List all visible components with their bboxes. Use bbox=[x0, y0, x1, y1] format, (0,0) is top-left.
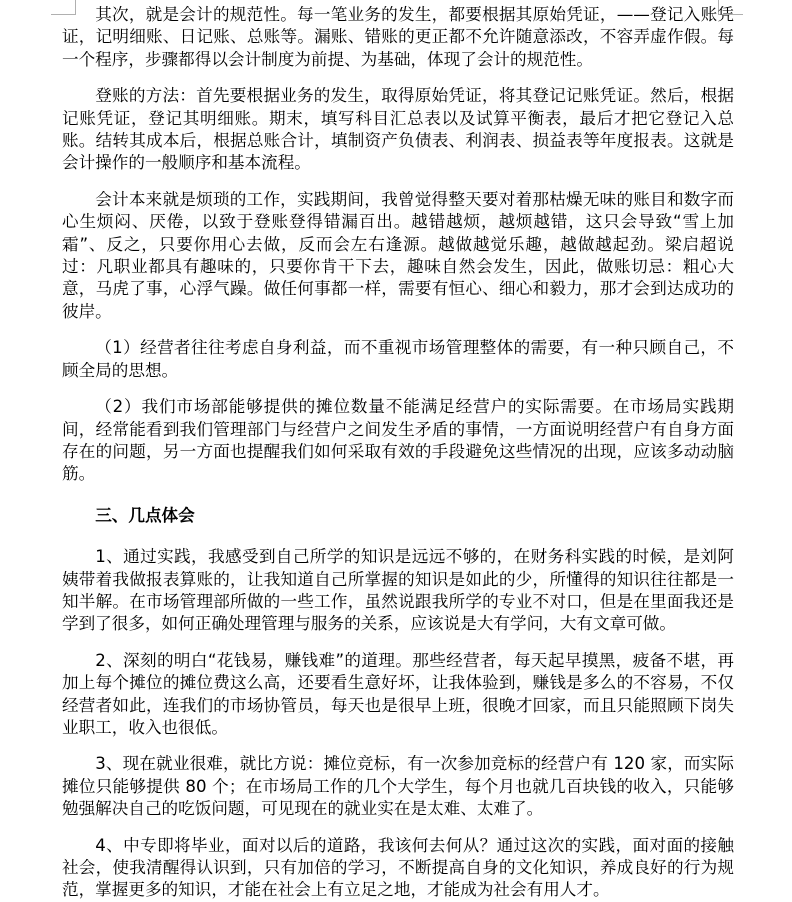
heading-three-experiences: 三、几点体会 bbox=[95, 505, 195, 525]
paragraph-experience-4: 4、中专即将毕业，面对以后的道路，我该何去何从？通过这次的实践，面对面的接触社会，使我清醒得认识到，只有加倍的学习，不断提高自身的文化知识，养成良好的行为规范，掌握更多的知识，才能在社会上有立足之地，才能成为社会有用人才。 bbox=[62, 835, 734, 900]
paragraph-accounting-standardization: 其次，就是会计的规范性。每一笔业务的发生，都要根据其原始凭证，——登记入账凭证，记明细账、日记账、总账等。漏账、错账的更正都不允许随意添改，不容弄虚作假。每一个程序，步骤都得以会计制度为前提、为基础，体现了会计的规范性。 bbox=[62, 5, 734, 69]
paragraph-experience-1: 1、通过实践，我感受到自己所学的知识是远远不够的，在财务科实践的时候，是刘阿姨带着我做报表算账的，让我知道自己所掌握的知识是如此的少，所懂得的知识往往都是一知半解。在市场管理部所做的一些工作，虽然说跟我所学的专业不对口，但是在里面我还是学到了很多，如何正确处理管理与服务的关系，应该说是大有学问，大有文章可做。 bbox=[62, 547, 734, 634]
document-text-body bbox=[62, 4, 734, 902]
paragraph-experience-2: 2、深刻的明白“花钱易，赚钱难”的道理。那些经营者，每天起早摸黑，疲备不堪，再加上每个摊位的摊位费这么高，还要看生意好坏，让我体验到，赚钱是多么的不容易，不仅经营者如此，连我们的市场协管员，每天也是很早上班，很晚才回家，而且只能照顾下岗失业职工，收入也很低。 bbox=[62, 650, 734, 737]
paragraph-experience-3: 3、现在就业很难，就比方说：摊位竞标，有一次参加竞标的经营户有 120 家，而实际摊位只能够提供 80 个；在市场局工作的几个大学生，每个月也就几百块钱的收入，只能够勉强解决自己的吃饭问题，可见现在的就业实在是太难、太难了。 bbox=[62, 754, 734, 819]
paragraph-accounting-tedious-work: 会计本来就是烦琐的工作，实践期间，我曾觉得整天要对着那枯燥无味的账目和数字而心生烦闷、厌倦，以致于登账登得错漏百出。越错越烦，越烦越错，这只会导致“雪上加霜”、反之，只要你用心去做，反而会左右逢源。越做越觉乐趣，越做越起劲。梁启超说过：凡职业都具有趣味的，只要你肯干下去，趣味自然会发生，因此，做账切忌：粗心大意，马虎了事，心浮气躁。做任何事都一样，需要有恒心、细心和毅力，那才会到达成功的彼岸。 bbox=[62, 189, 734, 321]
paragraph-issue-2: （2）我们市场部能够提供的摊位数量不能满足经营户的实际需要。在市场局实践期间，经常能看到我们管理部门与经营户之间发生矛盾的事情，一方面说明经营户有自身方面存在的问题，另一方面也提醒我们如何采取有效的手段避免这些情况的出现，应该多动动脑筋。 bbox=[62, 397, 734, 484]
paragraph-bookkeeping-method: 登账的方法：首先要根据业务的发生，取得原始凭证，将其登记记账凭证。然后，根据记账凭证，登记其明细账。期末，填写科目汇总表以及试算平衡表，最后才把它登记入总账。结转其成本后，根据总账合计，填制资产负债表、利润表、损益表等年度报表。这就是会计操作的一般顺序和基本流程。 bbox=[62, 86, 734, 173]
paragraph-issue-1: （1）经营者往往考虑自身利益，而不重视市场管理整体的需要，有一种只顾自己，不顾全局的思想。 bbox=[62, 338, 734, 380]
